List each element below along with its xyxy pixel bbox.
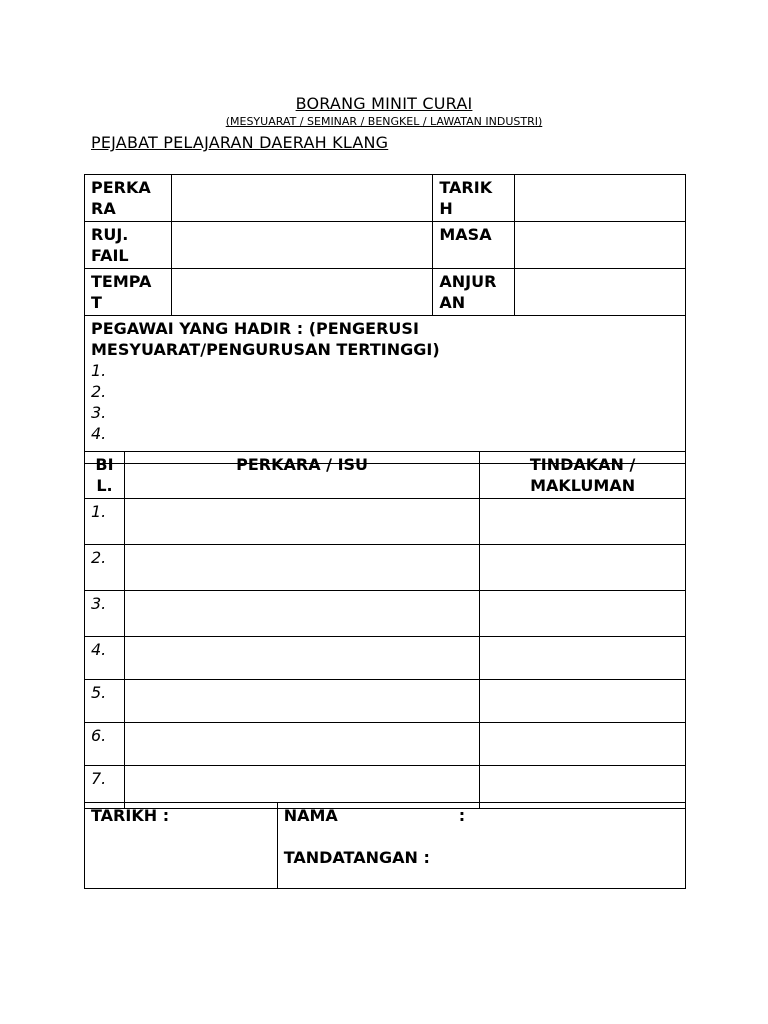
pegawai-item: 1. [91, 361, 107, 380]
form-title: BORANG MINIT CURAI [295, 94, 473, 113]
row-number: 1. [85, 499, 125, 545]
nama-line [284, 805, 679, 826]
col-perkara-header: PERKARA / ISU [124, 452, 479, 499]
tindakan-cell[interactable] [480, 591, 686, 637]
perkara-cell[interactable] [124, 545, 479, 591]
tempat-label: TEMPAT [85, 269, 172, 316]
perkara-field[interactable] [171, 175, 432, 222]
perkara-cell[interactable] [124, 591, 479, 637]
row-number: 5. [85, 680, 125, 723]
tindakan-cell[interactable] [480, 545, 686, 591]
footer-sign-cell[interactable] [277, 803, 685, 889]
info-row-perkara [85, 175, 686, 222]
perkara-label: PERKARA [85, 175, 172, 222]
row-number: 3. [85, 591, 125, 637]
perkara-cell[interactable] [124, 680, 479, 723]
nama-label: NAMA [283, 806, 338, 825]
masa-label: MASA [433, 222, 515, 269]
form-subtitle: (MESYUARAT / SEMINAR / BENGKEL / LAWATAN INDUSTRI) [225, 115, 543, 128]
anjuran-field[interactable] [515, 269, 686, 316]
ruj-fail-field[interactable] [171, 222, 432, 269]
info-row-pegawai [85, 316, 686, 464]
pegawai-item: 3. [91, 403, 107, 422]
row-number: 7. [85, 766, 125, 809]
row-number: 2. [85, 545, 125, 591]
row-number: 6. [85, 723, 125, 766]
masa-field[interactable] [515, 222, 686, 269]
pegawai-item: 2. [91, 382, 107, 401]
footer-tarikh-label: TARIKH : [91, 806, 170, 825]
office-name: PEJABAT PELAJARAN DAERAH KLANG [91, 133, 389, 152]
tempat-field[interactable] [171, 269, 432, 316]
minutes-header-row [85, 452, 686, 499]
table-row [85, 637, 686, 680]
col-bil-header: BIL. [85, 452, 125, 499]
table-row [85, 723, 686, 766]
footer-table [84, 802, 686, 889]
anjuran-label: ANJURAN [433, 269, 515, 316]
perkara-cell[interactable] [124, 637, 479, 680]
tarikh-label: TARIKH [433, 175, 515, 222]
perkara-cell[interactable] [124, 723, 479, 766]
footer-tarikh-cell[interactable] [85, 803, 278, 889]
pegawai-heading: PEGAWAI YANG HADIR : (PENGERUSI MESYUARAT/PENGURUSAN TERTINGGI) [91, 319, 440, 359]
pegawai-item: 4. [91, 424, 107, 443]
nama-colon: : [458, 806, 466, 825]
tindakan-cell[interactable] [480, 499, 686, 545]
row-number: 4. [85, 637, 125, 680]
info-row-ruj-fail [85, 222, 686, 269]
info-table [84, 174, 686, 464]
table-row [85, 680, 686, 723]
info-row-tempat [85, 269, 686, 316]
tindakan-cell[interactable] [480, 680, 686, 723]
tandatangan-label: TANDATANGAN : [283, 848, 430, 867]
tindakan-cell[interactable] [480, 637, 686, 680]
pegawai-cell[interactable] [85, 316, 686, 464]
footer-row [85, 803, 686, 889]
table-row [85, 545, 686, 591]
minutes-table [84, 451, 686, 809]
table-row [85, 591, 686, 637]
col-tindakan-header: TINDAKAN / MAKLUMAN [480, 452, 686, 499]
tarikh-field[interactable] [515, 175, 686, 222]
table-row [85, 499, 686, 545]
ruj-fail-label: RUJ. FAIL [85, 222, 172, 269]
perkara-cell[interactable] [124, 499, 479, 545]
tindakan-cell[interactable] [480, 723, 686, 766]
